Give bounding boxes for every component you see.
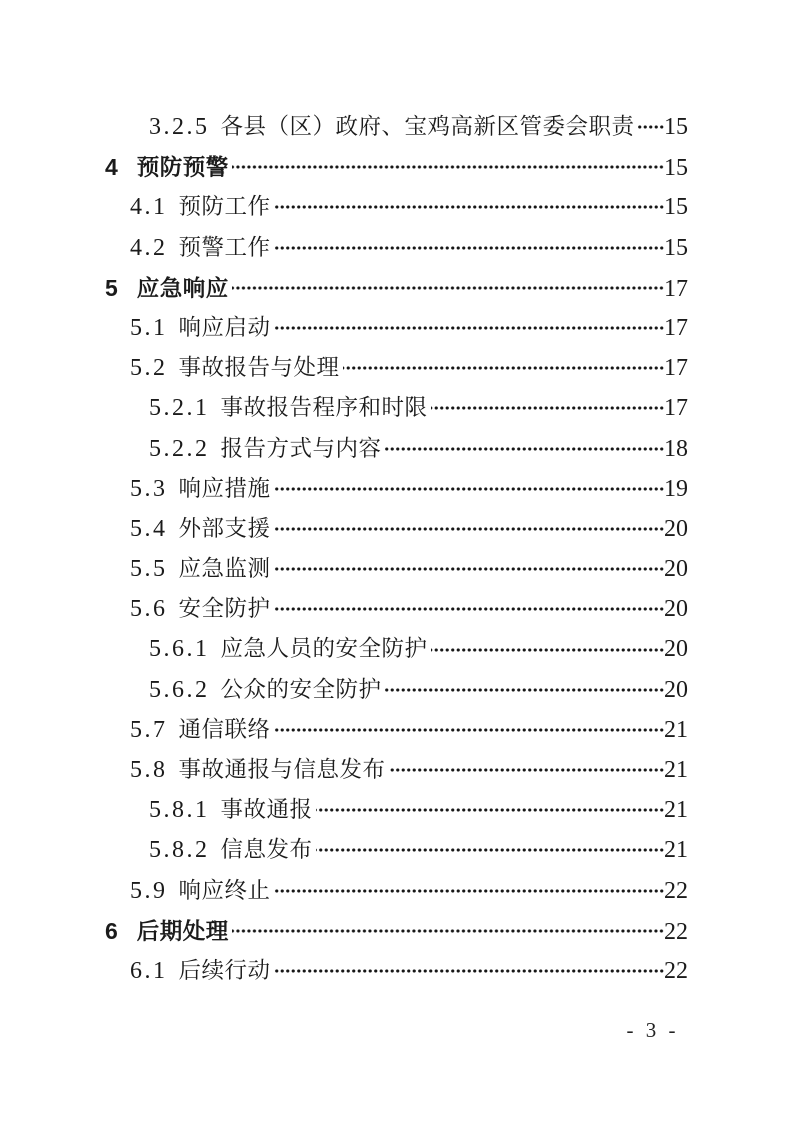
toc-entry-title: 预防工作 <box>178 194 271 220</box>
toc-entry-page-number: 20 <box>664 515 688 542</box>
toc-entry-number: 5.2.2 <box>149 435 210 462</box>
toc-entry-title: 预防预警 <box>136 155 229 181</box>
toc-entry-number: 5.2.1 <box>149 395 210 422</box>
toc-entry-title: 通信联络 <box>178 716 271 742</box>
toc-entry-number: 5.6.1 <box>149 636 210 663</box>
toc-entry-title: 响应措施 <box>178 475 271 501</box>
toc-entry-title: 公众的安全防护 <box>220 676 382 702</box>
dot-leader <box>274 526 664 532</box>
dot-leader <box>274 566 664 572</box>
dot-leader <box>385 687 664 693</box>
dot-leader <box>274 968 664 974</box>
toc-entry-page-number: 15 <box>664 114 688 140</box>
dot-leader <box>316 807 664 813</box>
table-of-contents <box>0 107 800 991</box>
toc-entry-number: 5.5 <box>130 556 168 583</box>
dot-leader <box>431 647 664 653</box>
toc-entry-title: 后续行动 <box>178 957 271 983</box>
toc-entry <box>130 589 688 629</box>
toc-entry <box>130 871 688 911</box>
toc-entry-number: 5.6 <box>130 596 168 623</box>
toc-entry-title: 各县（区）政府、宝鸡高新区管委会职责 <box>220 114 635 139</box>
toc-entry-page-number: 20 <box>664 636 688 663</box>
dot-leader <box>316 847 664 853</box>
toc-entry <box>105 268 688 308</box>
toc-entry-page-number: 22 <box>664 877 688 904</box>
page-footer <box>627 1018 680 1043</box>
toc-entry-title: 外部支援 <box>178 515 271 541</box>
toc-entry-page-number: 15 <box>664 234 688 261</box>
toc-entry-number: 5.7 <box>130 716 168 743</box>
toc-entry-page-number: 17 <box>664 314 688 341</box>
toc-entry-number: 5.9 <box>130 877 168 904</box>
toc-entry-title: 响应终止 <box>178 877 271 903</box>
toc-entry-number: 4 <box>105 154 118 181</box>
toc-entry-page-number: 17 <box>664 355 688 382</box>
toc-entry <box>130 549 688 589</box>
toc-entry <box>149 830 688 870</box>
dot-leader <box>232 164 664 170</box>
dot-leader <box>274 486 664 492</box>
toc-entry-number: 3.2.5 <box>149 114 210 140</box>
toc-entry <box>149 629 688 669</box>
toc-entry <box>130 348 688 388</box>
toc-entry-page-number: 21 <box>664 837 688 864</box>
toc-entry-number: 5.8.2 <box>149 837 210 864</box>
toc-entry-title: 应急监测 <box>178 556 271 582</box>
toc-entry <box>130 228 688 268</box>
dot-leader <box>274 245 664 251</box>
dot-leader <box>274 204 664 210</box>
toc-entry-page-number: 21 <box>664 757 688 783</box>
toc-entry-page-number: 18 <box>664 435 688 462</box>
toc-entry <box>149 429 688 469</box>
toc-entry-number: 5 <box>105 274 118 301</box>
dot-leader <box>385 446 664 452</box>
toc-entry-number: 5.8.1 <box>149 797 210 824</box>
toc-entry-page-number: 17 <box>664 395 688 422</box>
toc-entry-page-number: 20 <box>664 676 688 703</box>
toc-entry-number: 5.6.2 <box>149 676 210 703</box>
dot-leader <box>232 285 664 291</box>
toc-entry-number: 5.3 <box>130 475 168 502</box>
page-number: - 3 - <box>626 1018 679 1042</box>
toc-entry-page-number: 21 <box>664 797 688 824</box>
toc-entry-page-number: 20 <box>664 556 688 583</box>
toc-entry-title: 事故报告程序和时限 <box>220 395 428 421</box>
toc-entry-page-number: 17 <box>664 275 688 302</box>
toc-entry-number: 4.1 <box>130 194 168 221</box>
toc-entry-title: 应急人员的安全防护 <box>220 636 428 662</box>
toc-entry <box>130 469 688 509</box>
toc-entry-page-number: 15 <box>664 155 688 182</box>
toc-entry-number: 4.2 <box>130 234 168 261</box>
toc-entry-number: 5.2 <box>130 355 168 382</box>
toc-entry-number: 6.1 <box>130 957 168 984</box>
toc-entry <box>130 750 688 790</box>
toc-entry-title: 安全防护 <box>178 596 271 622</box>
toc-entry <box>130 710 688 750</box>
toc-entry <box>149 388 688 428</box>
toc-entry <box>149 790 688 830</box>
toc-entry-number: 6 <box>105 917 118 944</box>
toc-entry-page-number: 22 <box>664 918 688 945</box>
toc-entry-title: 报告方式与内容 <box>220 435 382 461</box>
toc-entry <box>130 951 688 991</box>
dot-leader <box>389 767 664 773</box>
dot-leader <box>232 928 664 934</box>
toc-entry-page-number: 19 <box>664 475 688 502</box>
toc-entry <box>130 187 688 227</box>
toc-entry <box>149 670 688 710</box>
dot-leader <box>274 888 664 894</box>
toc-entry-page-number: 15 <box>664 194 688 221</box>
toc-entry-title: 信息发布 <box>220 837 313 863</box>
toc-entry-page-number: 21 <box>664 716 688 743</box>
toc-entry-number: 5.4 <box>130 515 168 542</box>
toc-entry <box>130 509 688 549</box>
toc-entry-number: 5.1 <box>130 314 168 341</box>
dot-leader <box>274 325 664 331</box>
toc-entry <box>149 107 688 147</box>
toc-entry-title: 后期处理 <box>136 918 229 944</box>
toc-entry <box>105 147 688 187</box>
dot-leader <box>343 365 664 371</box>
toc-entry <box>130 308 688 348</box>
dot-leader <box>431 405 664 411</box>
toc-entry-title: 事故通报 <box>220 797 313 823</box>
dot-leader <box>274 727 664 733</box>
toc-entry-title: 响应启动 <box>178 314 271 340</box>
toc-entry-number: 5.8 <box>130 757 168 783</box>
dot-leader <box>638 124 664 130</box>
dot-leader <box>274 606 664 612</box>
toc-entry-title: 预警工作 <box>178 234 271 260</box>
toc-entry-title: 应急响应 <box>136 275 229 301</box>
toc-entry <box>105 911 688 951</box>
toc-entry-page-number: 20 <box>664 596 688 623</box>
toc-entry-page-number: 22 <box>664 957 688 984</box>
toc-entry-title: 事故通报与信息发布 <box>178 757 386 782</box>
toc-entry-title: 事故报告与处理 <box>178 355 340 381</box>
